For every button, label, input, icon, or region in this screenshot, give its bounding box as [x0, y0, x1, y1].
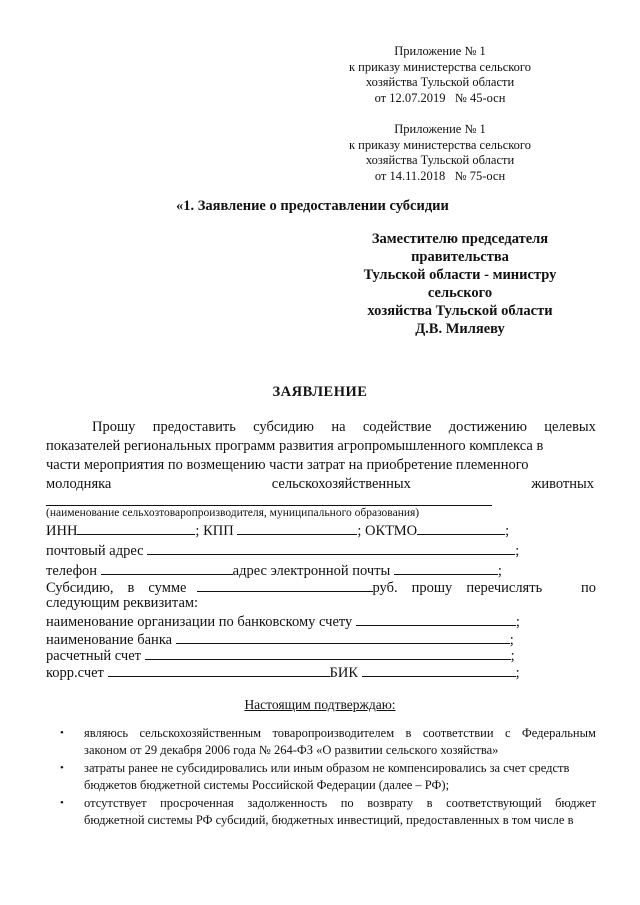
semicolon: ; [510, 648, 515, 664]
appendix-1-line1: Приложение № 1 [394, 44, 486, 58]
appendix-2-line1: Приложение № 1 [394, 122, 486, 136]
bullet-line: бюджетов бюджетной системы Российской Федерации (далее – РФ); [84, 778, 450, 792]
email-label: адрес электронной почты [232, 563, 391, 579]
word: просроченная [160, 796, 234, 810]
word: предоставить [152, 419, 236, 435]
bik-field[interactable] [362, 663, 516, 677]
word: соответствующий [446, 796, 542, 810]
word: достижению [448, 419, 527, 435]
paragraph-line-1 [46, 418, 596, 437]
bullet-item [84, 795, 596, 829]
appendix-2-line3: хозяйства Тульской области [365, 153, 515, 167]
addressee-line3: Тульской области - министру [363, 267, 557, 283]
word: по [340, 796, 354, 810]
document-heading: ЗАЯВЛЕНИЕ [272, 384, 368, 400]
paragraph-line-3: части мероприятия по возмещению части затрат на приобретение племенного [46, 457, 529, 473]
word: соответствии [422, 726, 494, 740]
appendix-2-line2: к приказу министерства сельского [348, 137, 531, 152]
word: в [426, 796, 433, 810]
bullet-line: бюджетной системы РФ субсидий, бюджетных инвестиций, предоставленных в том числе в [84, 813, 574, 827]
word: сельскохозяйственным [139, 726, 262, 740]
kpp-label: ; КПП [195, 523, 234, 539]
bank-name-field[interactable] [176, 630, 510, 644]
bullet-item [84, 725, 596, 759]
word: животных [531, 476, 594, 492]
word: бюджет [555, 796, 596, 810]
section-title: «1. Заявление о предоставлении субсидии [176, 198, 449, 214]
semicolon: ; [515, 614, 520, 630]
bullet-icon: • [60, 797, 64, 809]
appendix-1-line2: к приказу министерства сельского [348, 59, 531, 74]
word: задолженность [247, 796, 328, 810]
bullet-line: законом от 29 декабря 2006 года № 264-ФЗ «О развитии сельского хозяйства» [84, 743, 499, 757]
corr-field[interactable] [108, 663, 330, 677]
appendix-2-block [290, 122, 590, 184]
semicolon: ; [515, 665, 520, 681]
word: возврату [367, 796, 414, 810]
organization-caption: (наименование сельхозтоваропроизводителя, муниципального образования) [46, 507, 420, 519]
word: на [331, 419, 346, 435]
postal-field[interactable] [147, 541, 515, 555]
addressee-line5: хозяйства Тульской области [367, 303, 553, 319]
addressee-line6: Д.В. Миляеву [415, 321, 505, 337]
word: в [405, 726, 412, 740]
word: молодняка [46, 476, 112, 492]
word: являюсь [84, 726, 129, 740]
email-field[interactable] [394, 561, 498, 575]
bullet-item [84, 760, 596, 794]
word: содействие [362, 419, 432, 435]
word: по [580, 580, 596, 596]
account-field[interactable] [145, 646, 511, 660]
requisites-label: следующим реквизитам: [46, 595, 199, 611]
bik-label: БИК [329, 665, 359, 681]
appendix-1-line4: от 12.07.2019 № 45-осн [374, 90, 506, 105]
request-paragraph [46, 418, 596, 494]
word: отсутствует [84, 796, 147, 810]
inn-row [46, 521, 509, 540]
bank-org-row [46, 612, 520, 631]
appendix-1-block [290, 44, 590, 106]
bullet-line: затраты ранее не субсидировались или иным образом не компенсировались за счет средств [84, 761, 570, 775]
oktmo-field[interactable] [417, 521, 505, 535]
addressee-block [310, 230, 610, 338]
confirm-heading: Настоящим подтверждаю: [244, 697, 396, 712]
word: сельскохозяйственных [271, 476, 411, 492]
word: Прошу [92, 419, 136, 435]
semicolon: ; [509, 632, 514, 648]
word: целевых [544, 419, 596, 435]
inn-field[interactable] [77, 521, 195, 535]
word: товаропроизводителем [272, 726, 395, 740]
word: руб. [372, 580, 398, 596]
corr-label: корр.счет [46, 665, 104, 681]
organization-name-line[interactable] [46, 505, 492, 506]
bullet-line [84, 795, 596, 812]
account-label: расчетный счет [46, 648, 141, 664]
bullet-icon: • [60, 762, 64, 774]
semicolon: ; [505, 523, 510, 539]
bank-name-label: наименование банка [46, 632, 173, 648]
corr-row [46, 663, 520, 682]
postal-label: почтовый адрес [46, 543, 144, 559]
subsidy-amount-field[interactable] [197, 578, 373, 592]
word: с [504, 726, 511, 740]
word: прошу [411, 580, 453, 596]
semicolon: ; [497, 563, 502, 579]
bullet-line [84, 725, 596, 742]
addressee-line2: правительства [411, 249, 509, 265]
word: сумме [148, 580, 187, 596]
kpp-field[interactable] [237, 521, 357, 535]
addressee-line1: Заместителю председателя [371, 231, 549, 247]
bank-org-label: наименование организации по банковскому счету [46, 614, 353, 630]
word: субсидию [253, 419, 315, 435]
bank-org-field[interactable] [356, 612, 516, 626]
appendix-1-line3: хозяйства Тульской области [365, 75, 515, 89]
word: Субсидию, [46, 580, 114, 596]
word: перечислять [466, 580, 543, 596]
word: Федеральным [521, 726, 596, 740]
semicolon: ; [515, 543, 520, 559]
bullet-icon: • [60, 727, 64, 739]
appendix-2-line4: от 14.11.2018 № 75-осн [374, 168, 506, 183]
addressee-line4: сельского [427, 285, 493, 301]
postal-row [46, 541, 519, 560]
paragraph-line-2: показателей региональных программ развития агропромышленного комплекса в [46, 438, 544, 454]
inn-label: ИНН [46, 523, 78, 539]
phone-field[interactable] [101, 561, 233, 575]
phone-label: телефон [46, 563, 98, 579]
oktmo-label: ; ОКТМО [357, 523, 418, 539]
paragraph-line-4 [46, 475, 596, 494]
word: в [127, 580, 135, 596]
